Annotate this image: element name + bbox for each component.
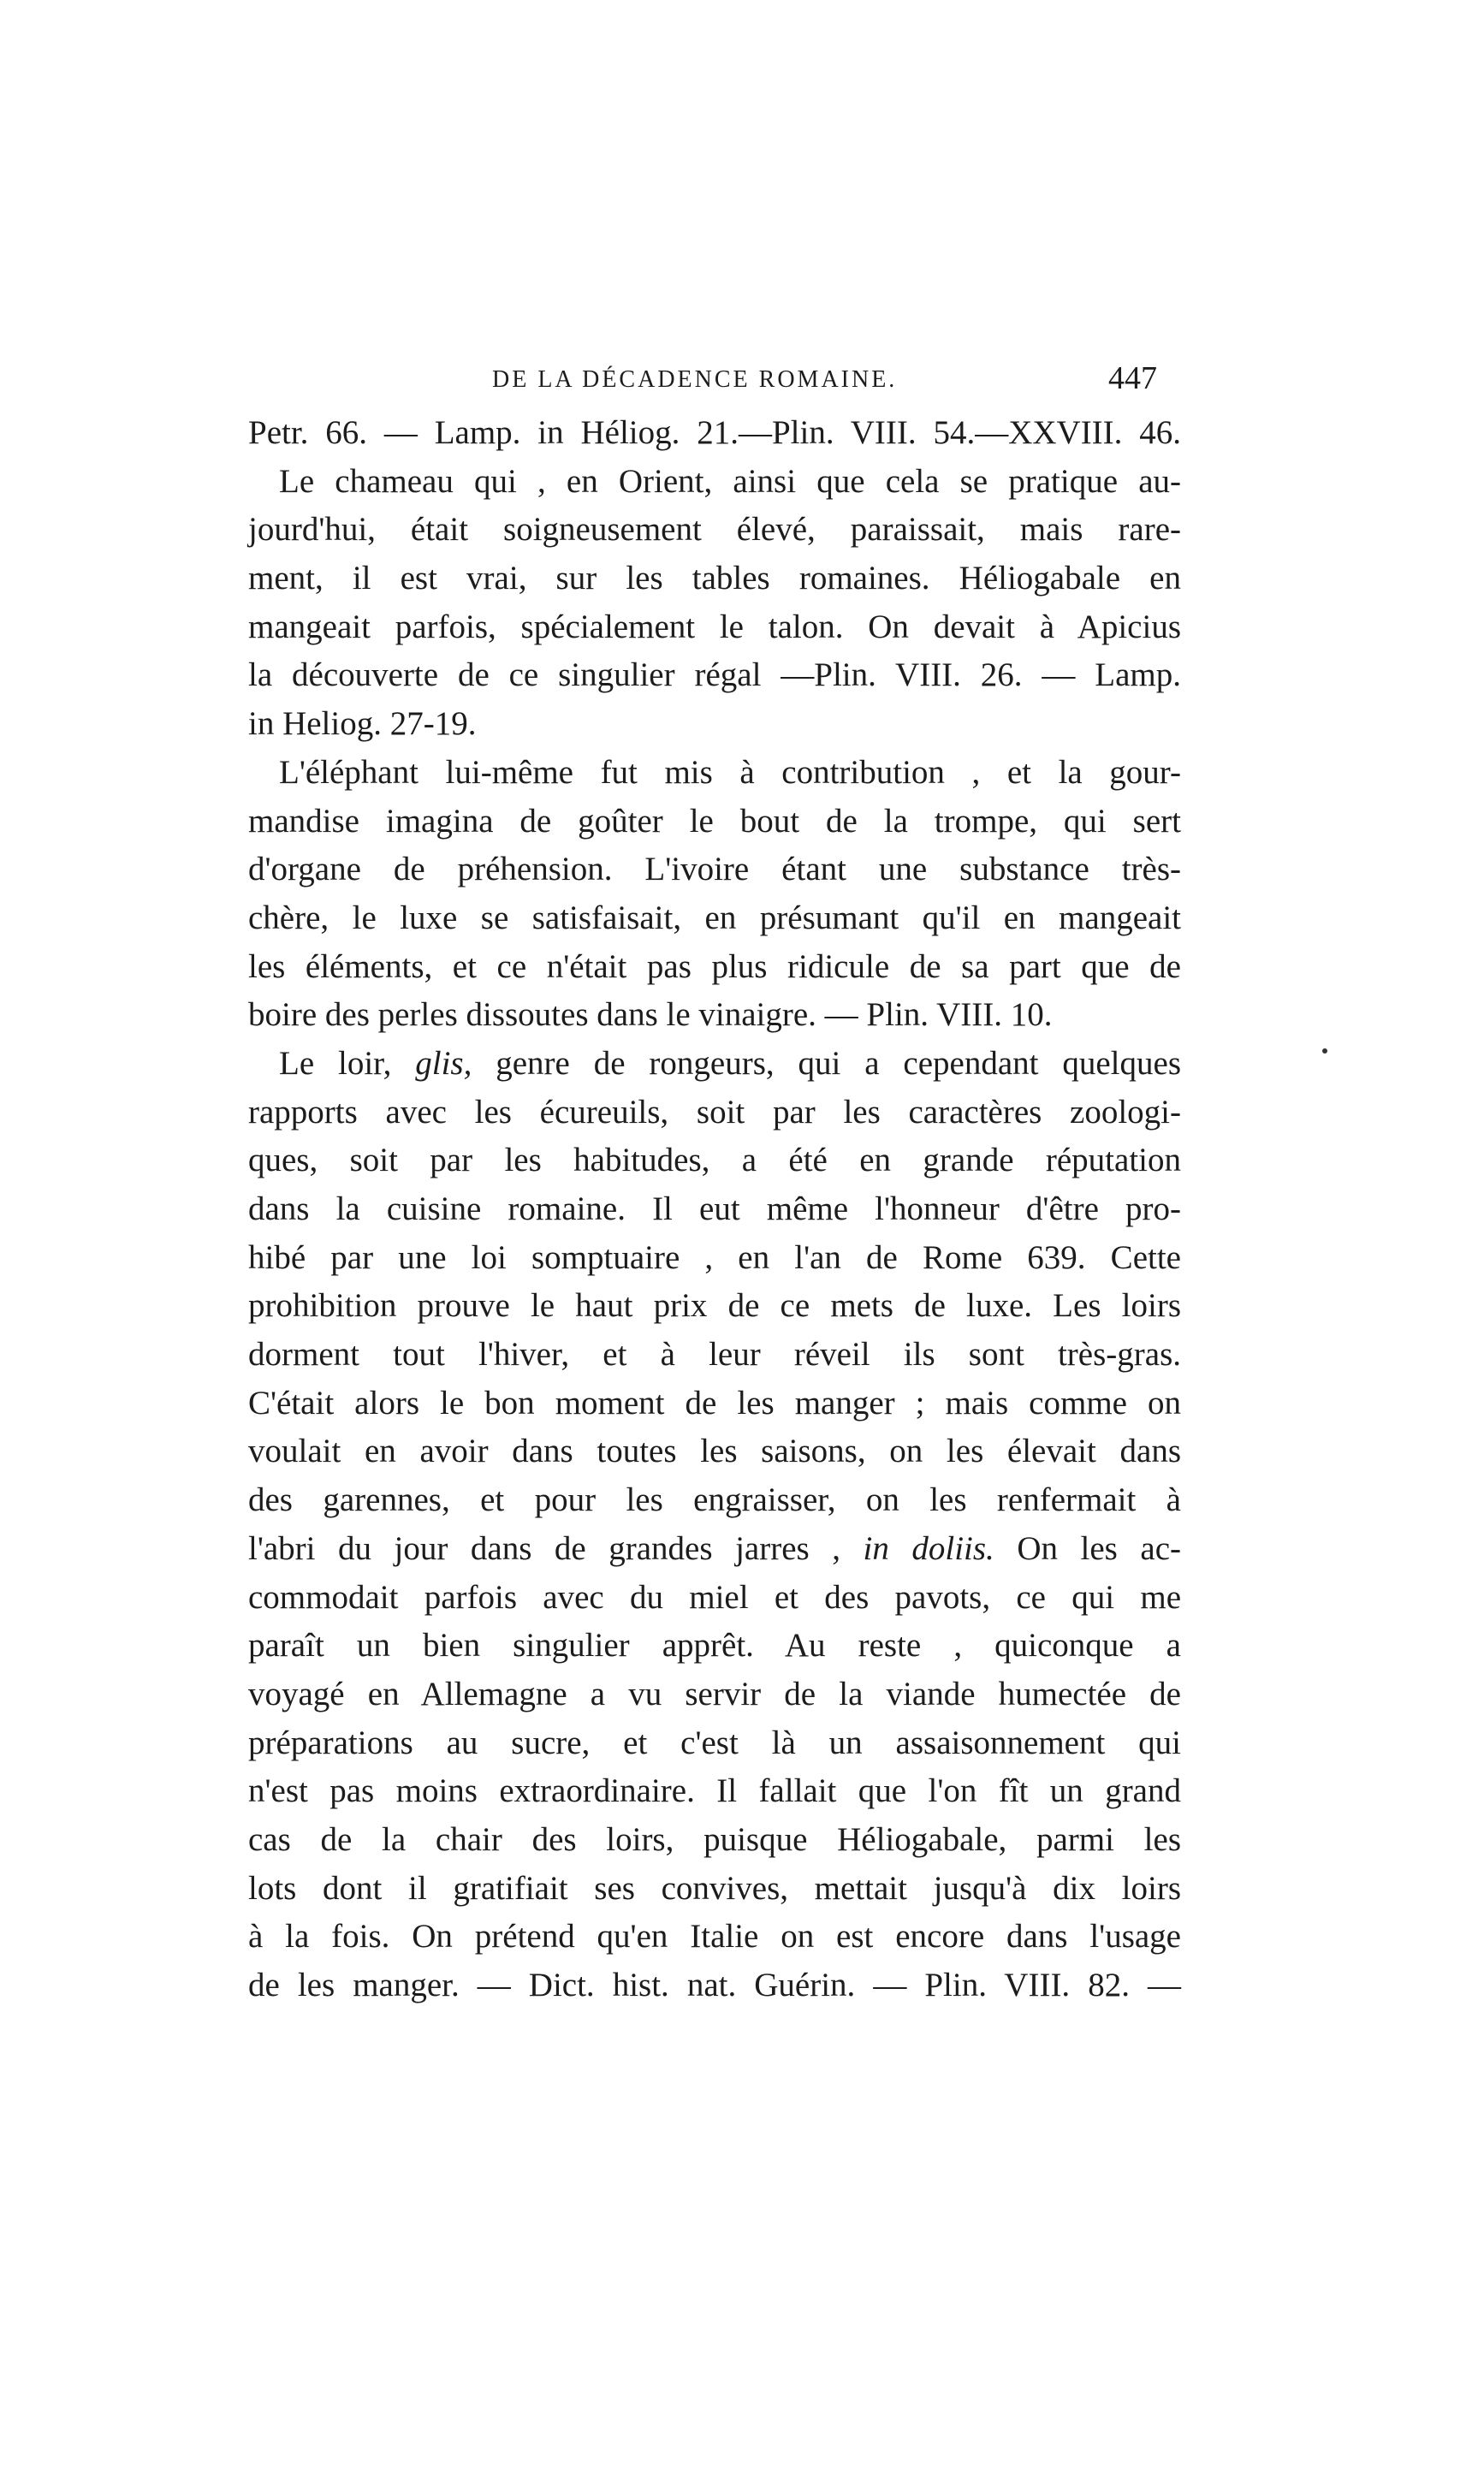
running-head-title: DE LA DÉCADENCE ROMAINE.: [492, 366, 898, 393]
text-line: ment, il est vrai, sur les tables romaines. Héliogabale en: [248, 560, 1181, 597]
margin-speck: [1322, 1048, 1327, 1054]
text-line: boire des perles dissoutes dans le vinaigre. — Plin. VIII. 10.: [248, 996, 1053, 1034]
text-line: dorment tout l'hiver, et à leur réveil ils sont très-gras.: [248, 1336, 1181, 1374]
text-line: préparations au sucre, et c'est là un assaisonnement qui: [248, 1724, 1181, 1761]
text-line: voyagé en Allemagne a vu servir de la viande humectée de: [248, 1675, 1181, 1712]
text-segment: On les ac-: [994, 1529, 1181, 1567]
latin-term: in doliis.: [863, 1529, 994, 1567]
text-line: jourd'hui, était soigneusement élevé, paraissait, mais rare-: [248, 511, 1181, 549]
page-number: 447: [1108, 360, 1157, 396]
text-segment: Le loir,: [279, 1044, 416, 1082]
body-text: [248, 409, 1181, 2010]
text-line: n'est pas moins extraordinaire. Il fallait que l'on fît un grand: [248, 1772, 1181, 1810]
text-line: la découverte de ce singulier régal —Plin. VIII. 26. — Lamp.: [248, 656, 1181, 694]
text-line: de les manger. — Dict. hist. nat. Guérin. — Plin. VIII. 82. —: [248, 1967, 1181, 2003]
text-line: mandise imagina de goûter le bout de la trompe, qui sert: [248, 802, 1181, 840]
text-line: hibé par une loi somptuaire , en l'an de Rome 639. Cette: [248, 1238, 1181, 1276]
text-segment: genre de rongeurs, qui a cependant quelques: [472, 1044, 1182, 1082]
text-line: voulait en avoir dans toutes les saisons, on les élevait dans: [248, 1433, 1181, 1470]
text-segment: l'abri du jour dans de grandes jarres ,: [248, 1529, 864, 1567]
text-line: [248, 1040, 1181, 1089]
text-line: dans la cuisine romaine. Il eut même l'honneur d'être pro-: [248, 1190, 1181, 1227]
text-line: commodait parfois avec du miel et des pavots, ce qui me: [248, 1578, 1181, 1616]
text-line: à la fois. On prétend qu'en Italie on est encore dans l'usage: [248, 1918, 1181, 1956]
running-header: [248, 359, 1181, 402]
text-line: ques, soit par les habitudes, a été en grande réputation: [248, 1142, 1181, 1179]
text-line: in Heliog. 27-19.: [248, 705, 477, 743]
text-line: chère, le luxe se satisfaisait, en présumant qu'il en mangeait: [248, 899, 1181, 936]
text-line: prohibition prouve le haut prix de ce mets de luxe. Les loirs: [248, 1287, 1181, 1325]
text-line: cas de la chair des loirs, puisque Héliogabale, parmi les: [248, 1820, 1181, 1858]
text-line: les éléments, et ce n'était pas plus ridicule de sa part que de: [248, 947, 1181, 985]
text-line: C'était alors le bon moment de les manger ; mais comme on: [248, 1384, 1181, 1422]
text-line: mangeait parfois, spécialement le talon. On devait à Apicius: [248, 608, 1181, 645]
latin-term: glis,: [415, 1044, 472, 1082]
text-line: Petr. 66. — Lamp. in Héliog. 21.—Plin. VIII. 54.—XXVIII. 46.: [248, 414, 1181, 451]
text-line: paraît un bien singulier apprêt. Au reste , quiconque a: [248, 1627, 1181, 1665]
text-line: L'éléphant lui-même fut mis à contribution , et la gour-: [279, 753, 1181, 791]
text-line: lots dont il gratifiait ses convives, mettait jusqu'à dix loirs: [248, 1869, 1181, 1907]
text-line: [248, 1525, 1181, 1574]
text-line: des garennes, et pour les engraisser, on les renfermait à: [248, 1481, 1181, 1519]
text-line: d'organe de préhension. L'ivoire étant une substance très-: [248, 851, 1181, 888]
text-line: Le chameau qui , en Orient, ainsi que cela se pratique au-: [279, 462, 1181, 500]
text-line: rapports avec les écureuils, soit par les caractères zoologi-: [248, 1093, 1181, 1131]
